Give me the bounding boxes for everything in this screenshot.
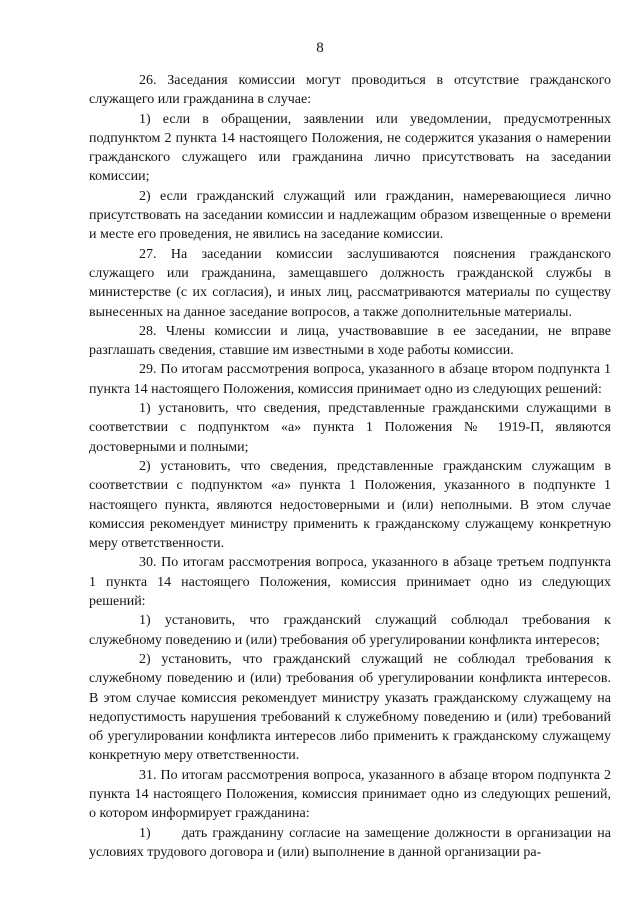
document-body <box>89 71 611 862</box>
paragraph-27: 27. На заседании комиссии заслушиваются пояснения гражданского служащего или гражданина, замещавшего должность гражданской службы в министерстве (с их согласия), и иных лиц, рассматриваются материалы по существу вынесенных на данное заседание вопросов, а также дополнительные материалы. <box>89 246 611 320</box>
page-number: 8 <box>316 40 324 56</box>
paragraph-28: 28. Члены комиссии и лица, участвовавшие в ее заседании, не вправе разглашать сведения, ставшие им известными в ходе работы комиссии. <box>89 323 611 359</box>
paragraph-30-item-2: 2) установить, что гражданский служащий не соблюдал требования к служебному поведению и (или) требования об урегулировании конфликта интересов. В этом случае комиссия рекомендует министру указать гражданскому служащему на недопустимость нарушения требований к служебному поведению и (или) требований об урегулировании конфликта интересов либо применить к гражданскому служащему конкретную меру ответственности. <box>89 651 611 764</box>
paragraph-29: 29. По итогам рассмотрения вопроса, указанного в абзаце втором подпункта 1 пункта 14 настоящего Положения, комиссия принимает одно из следующих решений: <box>89 362 611 397</box>
paragraph-30-item-1: 1) установить, что гражданский служащий соблюдал требования к служебному поведению и (или) требования об урегулировании конфликта интересов; <box>89 613 611 648</box>
paragraph-26-item-1: 1) если в обращении, заявлении или уведомлении, предусмотренных подпунктом 2 пункта 14 настоящего Положения, не содержится указания о намерении гражданского служащего или гражданина лично присутствовать на заседании комиссии; <box>89 111 611 185</box>
paragraph-31-item-1: 1) дать гражданину согласие на замещение должности в организации на условиях трудового договора и (или) выполнение в данной организации ра- <box>89 825 611 860</box>
paragraph-30: 30. По итогам рассмотрения вопроса, указанного в абзаце третьем подпункта 1 пункта 14 настоящего Положения, комиссия принимает одно из следующих решений: <box>89 555 611 610</box>
paragraph-26-item-2: 2) если гражданский служащий или гражданин, намеревающиеся лично присутствовать на заседании комиссии и надлежащим образом извещенные о времени и месте его проведения, не явились на заседание комиссии. <box>89 188 611 243</box>
paragraph-29-item-1: 1) установить, что сведения, представленные гражданскими служащими в соответствии с подпунктом «а» пункта 1 Положения № 1919-П, являются достоверными и полными; <box>89 401 611 455</box>
paragraph-29-item-2: 2) установить, что сведения, представленные гражданским служащим в соответствии с подпунктом «а» пункта 1 Положения, указанного в подпункте 1 настоящего пункта, являются недостоверными и (или) неполными. В этом случае комиссия рекомендует министру применить к гражданскому служащему конкретную меру ответственности. <box>89 458 611 552</box>
paragraph-31: 31. По итогам рассмотрения вопроса, указанного в абзаце втором подпункта 2 пункта 14 настоящего Положения, комиссия принимает одно из следующих решений, о котором информирует гражданина: <box>89 767 611 822</box>
paragraph-26: 26. Заседания комиссии могут проводиться в отсутствие гражданского служащего или гражданина в случае: <box>89 73 611 108</box>
